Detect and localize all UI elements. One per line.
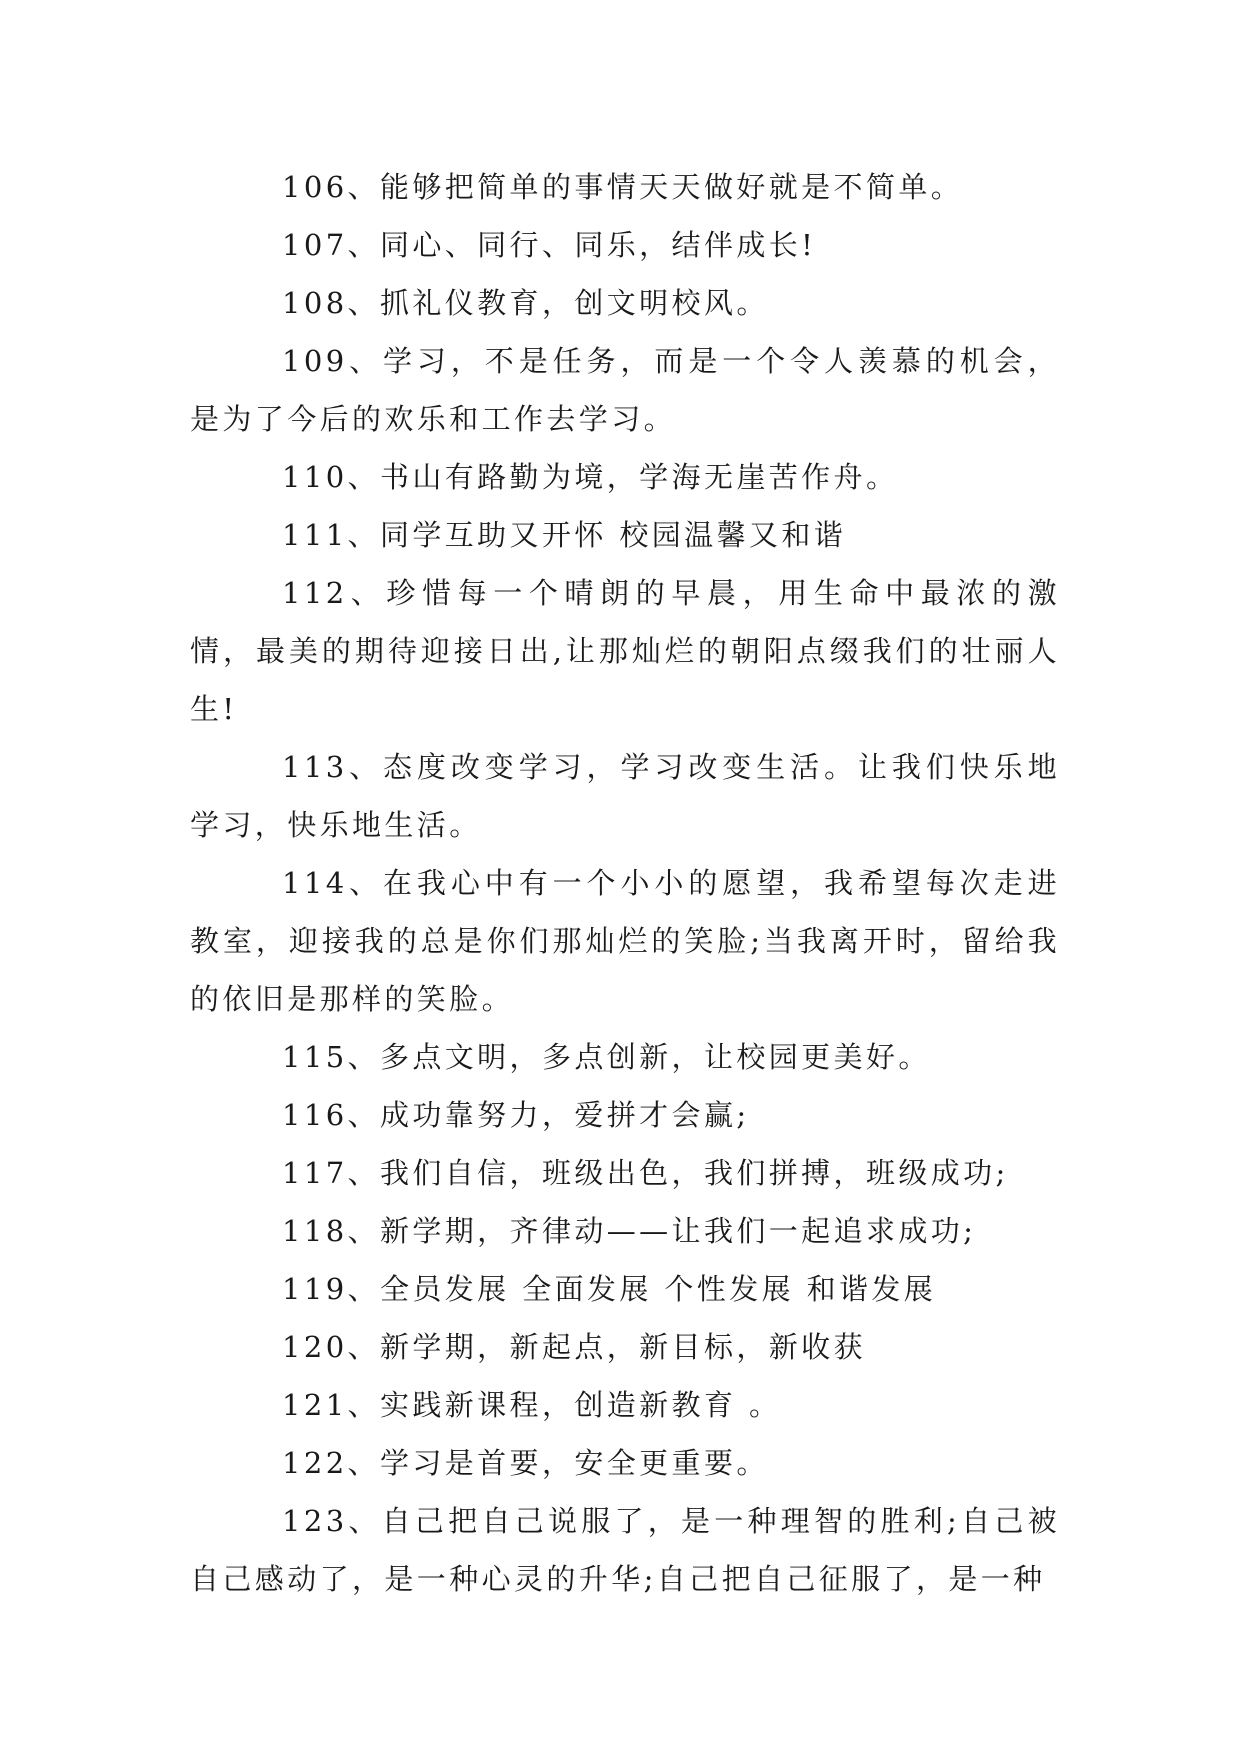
- paragraph-121: 121、实践新课程，创造新教育 。: [282, 1388, 782, 1422]
- paragraph-122: 122、学习是首要，安全更重要。: [282, 1446, 769, 1480]
- paragraph-113: 113、态度改变学习，学习改变生活。让我们快乐地学习，快乐地生活。: [190, 750, 1060, 842]
- paragraph-118: 118、新学期，齐律动——让我们一起追求成功;: [282, 1214, 977, 1248]
- paragraph-114: 114、在我心中有一个小小的愿望，我希望每次走进教室，迎接我的总是你们那灿烂的笑脸;当我离开时，留给我的依旧是那样的笑脸。: [190, 866, 1060, 1016]
- paragraph-111: 111、同学互助又开怀 校园温馨又和谐: [282, 518, 847, 552]
- paragraph-112: 112、珍惜每一个晴朗的早晨，用生命中最浓的激情，最美的期待迎接日出,让那灿烂的朝阳点缀我们的壮丽人生!: [190, 576, 1060, 726]
- paragraph-109: 109、学习，不是任务，而是一个令人羡慕的机会，是为了今后的欢乐和工作去学习。: [190, 344, 1060, 436]
- paragraph-116: 116、成功靠努力，爱拼才会赢;: [282, 1098, 750, 1132]
- paragraph-119: 119、全员发展 全面发展 个性发展 和谐发展: [282, 1272, 937, 1306]
- paragraph-115: 115、多点文明，多点创新，让校园更美好。: [282, 1040, 931, 1074]
- paragraph-106: 106、能够把简单的事情天天做好就是不简单。: [282, 170, 964, 204]
- paragraph-107: 107、同心、同行、同乐，结伴成长!: [282, 228, 817, 262]
- paragraph-117: 117、我们自信，班级出色，我们拼搏，班级成功;: [282, 1156, 1009, 1190]
- paragraph-110: 110、书山有路勤为境，学海无崖苦作舟。: [282, 460, 899, 494]
- paragraph-120: 120、新学期，新起点，新目标，新收获: [282, 1330, 866, 1364]
- paragraph-123: 123、自己把自己说服了，是一种理智的胜利;自己被自己感动了，是一种心灵的升华;自己把自己征服了，是一种: [190, 1504, 1060, 1596]
- document-body: [190, 158, 1060, 1608]
- paragraph-108: 108、抓礼仪教育，创文明校风。: [282, 286, 769, 320]
